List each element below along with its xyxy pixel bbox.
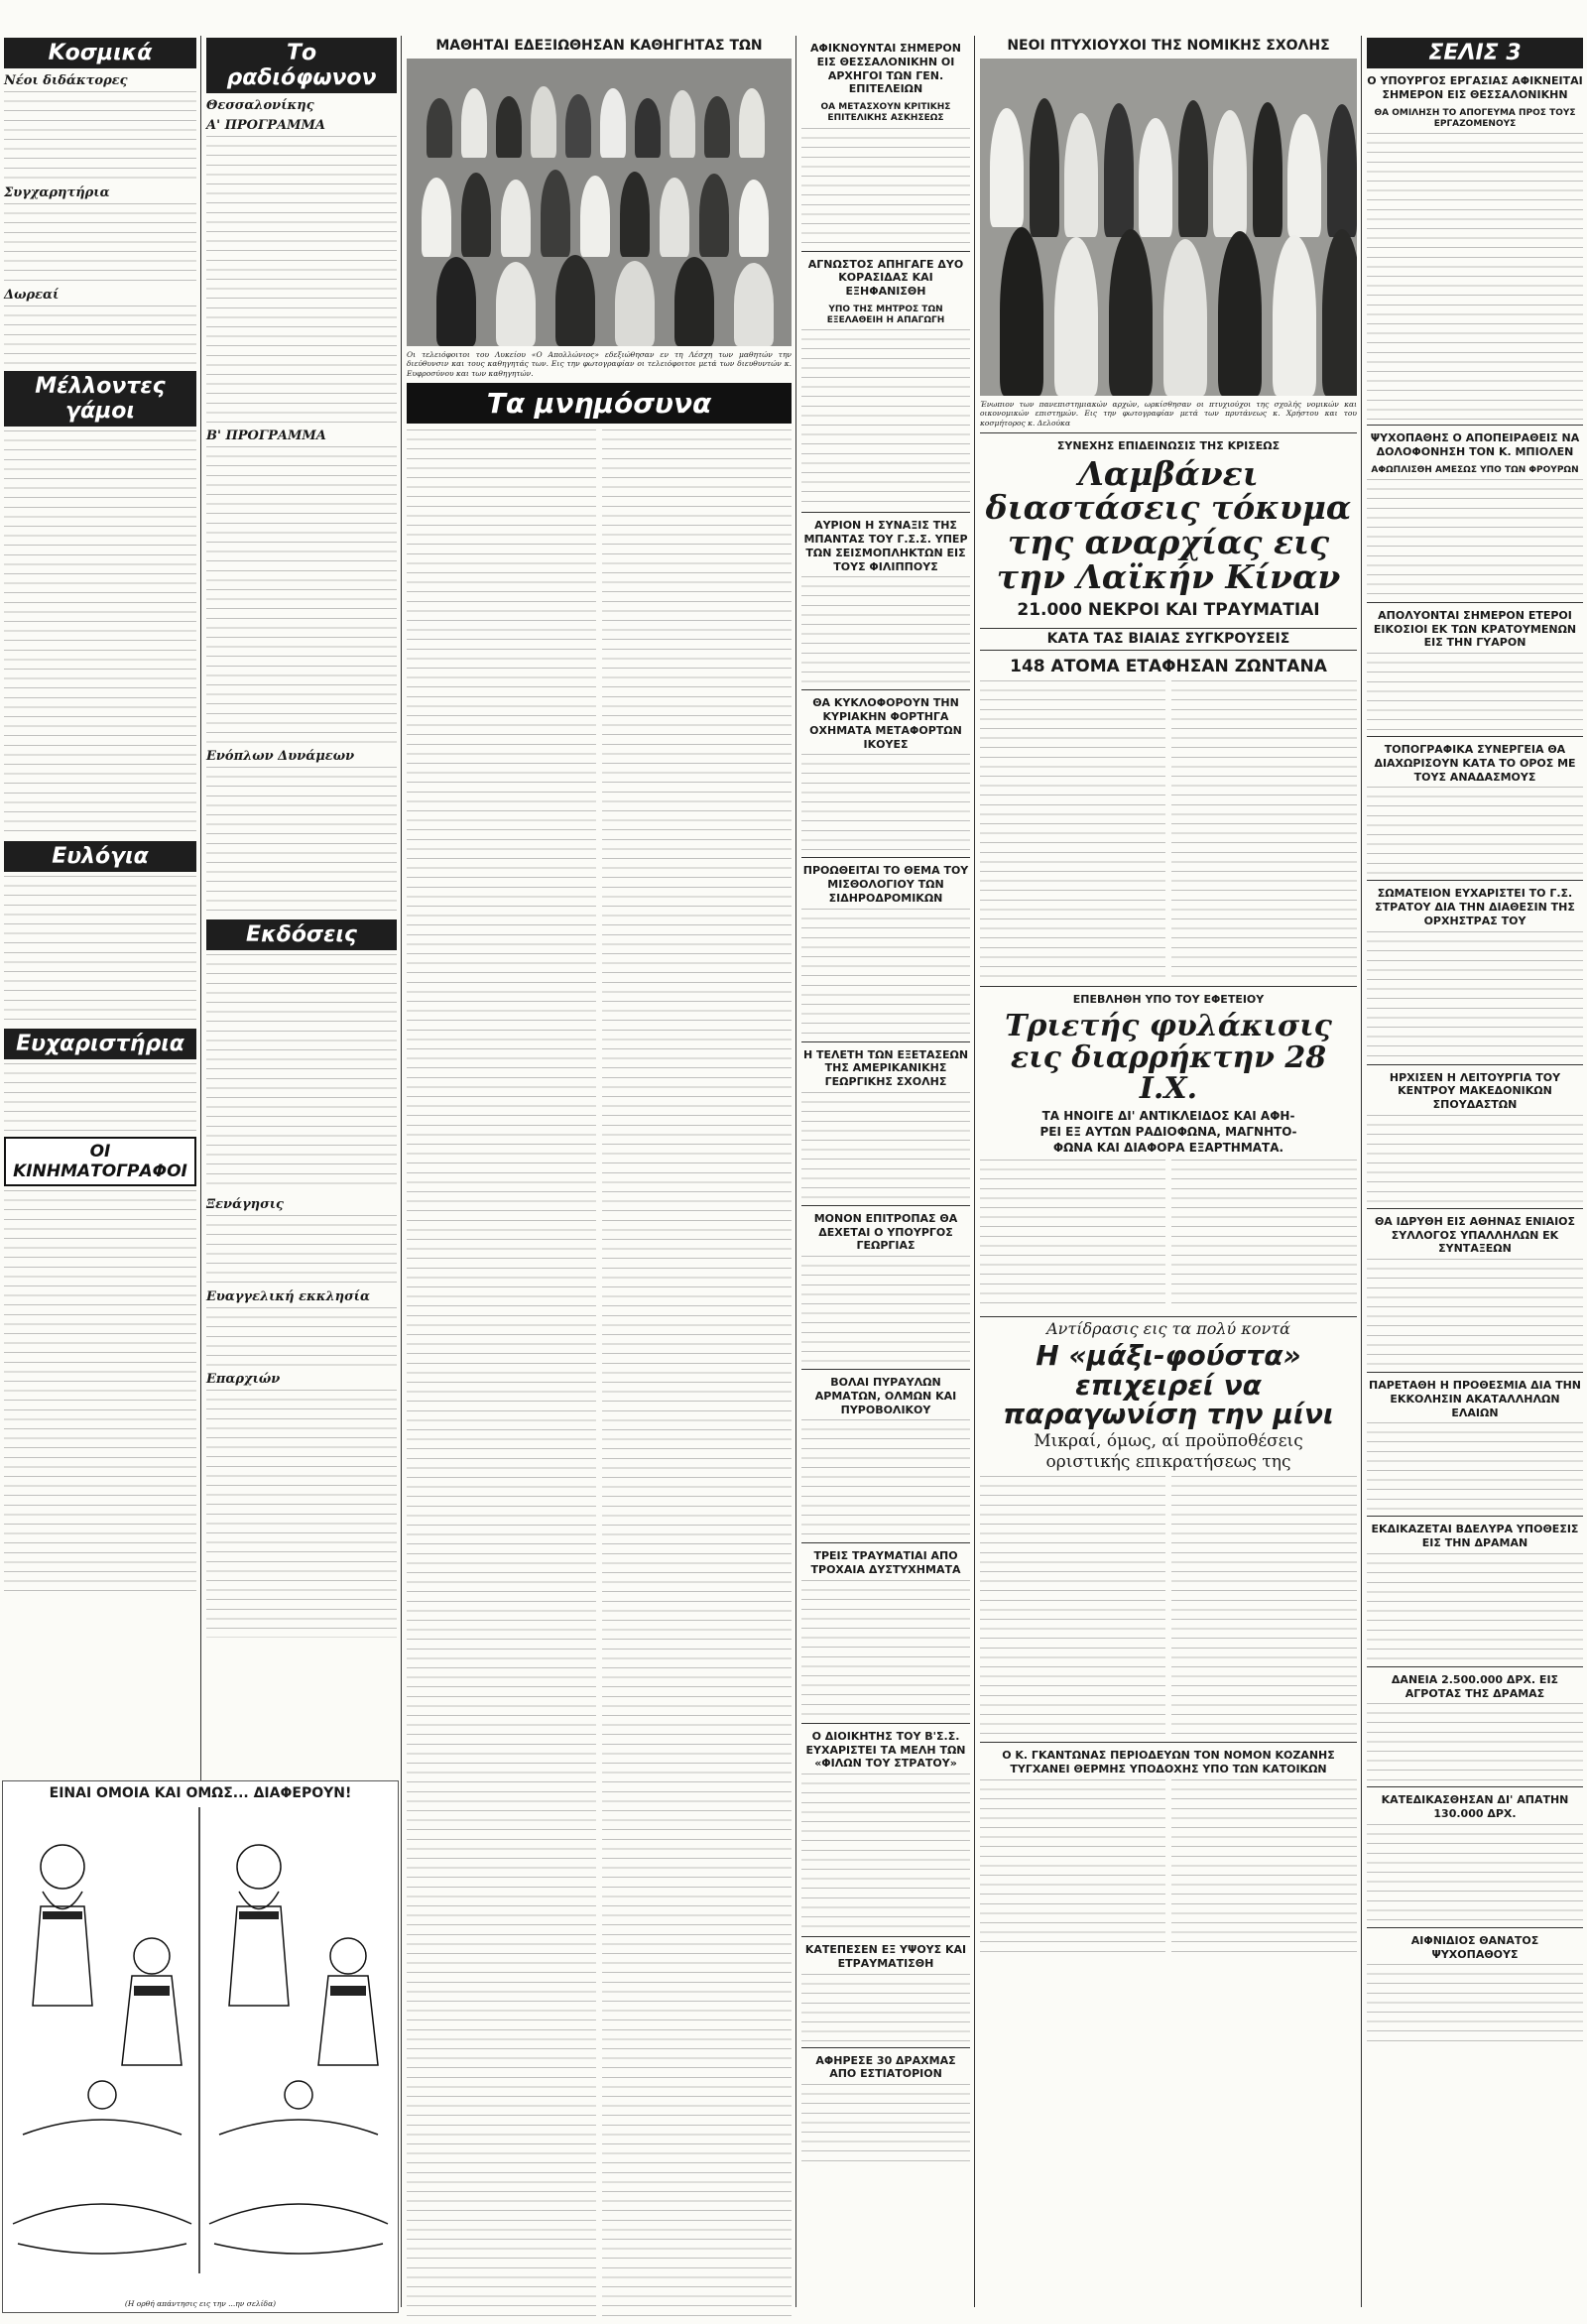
text-block (4, 1190, 196, 1597)
deck-prison-1: ΤΑ ΗΝΟΙΓΕ ΔΙ' ΑΝΤΙΚΛΕΙΔΟΣ ΚΑΙ ΑΦΗ- (1041, 1108, 1295, 1123)
subhead-abduction: ΥΠΟ ΤΗΣ ΜΗΤΡΟΣ ΤΩΝ ΕΞΕΛΑΘΕΙΗ Η ΑΠΑΓΩΓΗ (826, 304, 945, 325)
text-block (801, 1974, 970, 2043)
section-header-weddings: Μέλλοντες γάμοι (4, 371, 196, 427)
deck-prison-2: ΡΕΙ ΕΞ ΑΥΤΩΝ ΡΑΔΙΟΦΩΝΑ, ΜΑΓΝΗΤΟ- (1039, 1124, 1297, 1139)
china-story-body (980, 680, 1357, 982)
text-block (801, 576, 970, 685)
column-radio (202, 36, 401, 1772)
headline-sudden-death: ΑΙΦΝΙΔΙΟΣ ΘΑΝΑΤΟΣ ΨΥΧΟΠΑΘΟΥΣ (1410, 1933, 1539, 1961)
maxi-story-body (980, 1476, 1357, 1738)
subhead-exercise: ΟΑ ΜΕΤΑΣΧΟΥΝ ΚΡΙΤΙΚΗΣ ΕΠΙΤΕΛΙΚΗΣ ΑΣΚΗΣΕΩΣ (820, 102, 951, 124)
text-block (1367, 479, 1583, 598)
text-block (980, 1476, 1165, 1734)
headline-maxi-skirt: Η «μάξι-φούστα» επιχειρεί να παραγωνίση την μίνι (1003, 1339, 1334, 1431)
column-rule (974, 36, 975, 2307)
section-header-cinemas: ΟΙ ΚΙΝΗΜΑΤΟΓΡΑΦΟΙ (4, 1137, 196, 1186)
deck-buried: 148 ΑΤΟΜΑ ΕΤΑΦΗΣΑΝ ΖΩΝΤΑΝΑ (1010, 657, 1327, 677)
subheading-program-a: Α' ΠΡΟΓΡΑΜΜΑ (206, 118, 325, 133)
text-block (206, 136, 397, 424)
kozani-story-body (980, 1779, 1357, 1962)
column-rule (1361, 36, 1362, 2307)
section-header-thanks: Ευχαριστήρια (4, 1029, 196, 1059)
subhead-labour-minister: ΘΑ ΟΜΙΛΗΣΗ ΤΟ ΑΠΟΓΕΥΜΑ ΠΡΟΣ ΤΟΥΣ ΕΡΓΑΖΟΜΕΝΟΥΣ (1374, 107, 1576, 129)
photo-graduates (980, 59, 1357, 396)
text-block (1367, 1964, 1583, 2043)
headline-army-friends: Ο ΔΙΟΙΚΗΤΗΣ ΤΟΥ Β'Σ.Σ. ΕΥΧΑΡΙΣΤΕΙ ΤΑ ΜΕΛΗ ΤΩΝ «ΦΙΛΩΝ ΤΟΥ ΣΤΡΑΤΟΥ» (805, 1729, 966, 1771)
headline-loans: ΔΑΝΕΙΑ 2.500.000 ΔΡΧ. ΕΙΣ ΑΓΡΟΤΑΣ ΤΗΣ ΔΡΑΜΑΣ (1391, 1672, 1559, 1700)
cartoon-panel (2, 1780, 399, 2313)
text-block (4, 876, 196, 1025)
cinema-listings (4, 1190, 196, 1601)
prison-story-body (980, 1160, 1357, 1312)
text-block (1367, 653, 1583, 732)
text-block (206, 954, 397, 1192)
headline-missiles: ΒΟΛΑΙ ΠΥΡΑΥΛΩΝ ΑΡΜΑΤΩΝ, ΟΛΜΩΝ ΚΑΙ ΠΥΡΟΒΟΛΙΚΟΥ (814, 1376, 957, 1416)
text-block (1367, 787, 1583, 876)
cartoon-caption: (Η ορθή απάντησις εις την ...ην σελίδα) (124, 2298, 277, 2308)
text-block (980, 1160, 1165, 1308)
subheading-students: Νέοι διδάκτορες (4, 73, 128, 88)
photo-headline-graduates: ΝΕΟΙ ΠΤΥΧΙΟΥΧΟΙ ΤΗΣ ΝΟΜΙΚΗΣ ΣΧΟΛΗΣ (1007, 38, 1330, 54)
headline-china: Λαμβάνει διαστάσεις τόκυμα της αναρχίας εις την Λαϊκήν Κίναν (985, 453, 1352, 596)
subheading-program-b: Β' ΠΡΟΓΡΑΜΜΑ (206, 428, 326, 443)
text-block (980, 680, 1165, 978)
headline-minister-agriculture: ΜΟΝΟΝ ΕΠΙΤΡΟΠΑΣ ΘΑ ΔΕΧΕΤΑΙ Ο ΥΠΟΥΡΓΟΣ ΓΕΩΡΓΙΑΣ (813, 1211, 958, 1253)
headline-topographic: ΤΟΠΟΓΡΑΦΙΚΑ ΣΥΝΕΡΓΕΙΑ ΘΑ ΔΙΑΧΩΡΙΣΟΥΝ ΚΑΤΑ ΤΟ ΟΡΟΣ ΜΕ ΤΟΥΣ ΑΝΑΔΑΣΜΟΥΣ (1374, 743, 1576, 784)
text-block (1367, 931, 1583, 1060)
text-block (801, 329, 970, 508)
section-header-events: Εκδόσεις (206, 919, 397, 950)
text-block (801, 909, 970, 1038)
column-rule (401, 36, 402, 2307)
section-header-memorial: Ευλόγια (4, 841, 196, 872)
headline-trucks: ΘΑ ΚΥΚΛΟΦΟΡΟΥΝ ΤΗΝ ΚΥΡΙΑΚΗΝ ΦΟΡΤΗΓΑ ΟΧΗΜΑΤΑ ΜΕΤΑΦΟΡΤΩΝ ΙΚΟΥΕΣ (809, 696, 962, 751)
text-block (1171, 1160, 1357, 1308)
text-block (206, 767, 397, 916)
headline-olive-oil: ΠΑΡΕΤΑΘΗ Η ΠΡΟΘΕΣΜΙΑ ΔΙΑ ΤΗΝ ΕΚΚΟΛΗΣΙΝ ΑΚΑΤΑΛΛΗΛΩΝ ΕΛΑΙΩΝ (1369, 1379, 1581, 1419)
headline-american-school: Η ΤΕΛΕΤΗ ΤΩΝ ΕΞΕΤΑΣΕΩΝ ΤΗΣ ΑΜΕΡΙΚΑΝΙΚΗΣ ΓΕΩΡΓΙΚΗΣ ΣΧΟΛΗΣ (802, 1047, 969, 1088)
kicker-appeals: ΕΠΕΒΛΗΘΗ ΥΠΟ ΤΟΥ ΕΦΕΤΕΙΟΥ (1072, 993, 1265, 1007)
headline-abduction: ΑΓΝΩΣΤΟΣ ΑΠΗΓΑΓΕ ΔΥΟ ΚΟΡΑΣΙΔΑΣ ΚΑΙ ΕΞΗΦΑΝΙΣΘΗ (807, 257, 964, 298)
text-block (801, 1774, 970, 1932)
section-header-social: Κοσμικά (4, 38, 196, 68)
subheading-church: Ευαγγελική εκκλησία (206, 1289, 370, 1304)
text-block (407, 429, 596, 2317)
text-block (1367, 1553, 1583, 1662)
subheading-gifts: Δωρεαί (4, 288, 60, 303)
text-block (1367, 1422, 1583, 1512)
headline-biolen: ΨΥΧΟΠΑΘΗΣ Ο ΑΠΟΠΕΙΡΑΘΕΙΣ ΝΑ ΔΟΛΟΦΟΝΗΣΗ ΤΟΝ Κ. ΜΠΙΟΛΕΝ (1370, 431, 1580, 458)
text-block (206, 1390, 397, 1638)
subheading-provinces: Επαρχιών (206, 1372, 281, 1387)
text-block (602, 429, 792, 2317)
text-block (4, 430, 196, 837)
cartoon-title: ΕΙΝΑΙ ΟΜΟΙΑ ΚΑΙ ΟΜΩΣ... ΔΙΑΦΕΡΟΥΝ! (49, 1785, 352, 1801)
kicker-crisis: ΣΥΝΕΧΗΣ ΕΠΙΔΕΙΝΩΣΙΣ ΤΗΣ ΚΡΙΣΕΩΣ (1056, 439, 1281, 452)
deck-dead: 21.000 ΝΕΚΡΟΙ ΚΑΙ ΤΡΑΥΜΑΤΙΑΙ (1017, 600, 1320, 621)
text-block (1367, 1703, 1583, 1782)
photo-caption-students: Οι τελειόφοιτοι του Λυκείου «Ο Απολλώνιος» εδεξιώθησαν εν τη Λέσχη των μαθητών την διεύθυνσιν και τους καθηγητάς των. Εις την φωτογραφίαν οι τελειόφοιτοι μετά των διευθυντών κ. Ευφροσύνου και των καθηγητών. (407, 349, 792, 378)
headline-prison: Τριετής φυλάκισις εις διαρρήκτην 28 Ι.Χ. (1005, 1009, 1332, 1107)
headline-pensioners: ΘΑ ΙΔΡΥΘΗ ΕΙΣ ΑΘΗΝΑΣ ΕΝΙΑΙΟΣ ΣΥΛΛΟΓΟΣ ΥΠΑΛΛΗΛΩΝ ΕΚ ΣΥΝΤΑΞΕΩΝ (1374, 1214, 1576, 1256)
column-news (797, 36, 974, 2317)
text-block (1171, 680, 1357, 978)
subhead-biolen: ΑΦΩΠΛΙΣΘΗ ΑΜΕΣΩΣ ΥΠΟ ΤΩΝ ΦΡΟΥΡΩΝ (1371, 464, 1579, 475)
text-block (1171, 1779, 1357, 1958)
headline-kozani: Ο Κ. ΓΚΑΝΤΩΝΑΣ ΠΕΡΙΟΔΕΥΩΝ ΤΟΝ ΝΟΜΟΝ ΚΟΖΑΝΗΣ ΤΥΓΧΑΝΕΙ ΘΕΡΜΗΣ ΥΠΟΔΟΧΗΣ ΥΠΟ ΤΩΝ ΚΑΤΟΙΚΩΝ (1002, 1749, 1335, 1775)
text-block (206, 1307, 397, 1367)
subheading-city: Θεσσαλονίκης (206, 98, 314, 113)
headline-drama-case: ΕΚΔΙΚΑΖΕΤΑΙ ΒΔΕΛΥΡΑ ΥΠΟΘΕΣΙΣ ΕΙΣ ΤΗΝ ΔΡΑΜΑΝ (1371, 1523, 1579, 1549)
headline-orchestra: ΣΩΜΑΤΕΙΟΝ ΕΥΧΑΡΙΣΤΕΙ ΤΟ Γ.Σ. ΣΤΡΑΤΟΥ ΔΙΑ ΤΗΝ ΔΙΑΘΕΣΙΝ ΤΗΣ ΟΡΧΗΣΤΡΑΣ ΤΟΥ (1375, 887, 1575, 927)
deck-prison-3: ΦΩΝΑ ΚΑΙ ΔΙΑΦΟΡΑ ΕΞΑΡΤΗΜΑΤΑ. (1052, 1140, 1284, 1155)
photo-students (407, 59, 792, 346)
cartoon-drawing (3, 1807, 396, 2293)
text-block (1367, 133, 1583, 421)
text-block (206, 1215, 397, 1284)
section-header-memorials: Τα μνημόσυνα (407, 383, 792, 424)
text-block (1367, 1259, 1583, 1368)
text-block (4, 203, 196, 283)
deck-maxi-2: οριστικής επικρατήσεως της (1045, 1452, 1291, 1473)
headline-accidents: ΤΡΕΙΣ ΤΡΑΥΜΑΤΙΑΙ ΑΠΟ ΤΡΟΧΑΙΑ ΔΥΣΤΥΧΗΜΑΤΑ (810, 1549, 961, 1576)
text-block (801, 1419, 970, 1538)
headline-band: ΑΥΡΙΟΝ Η ΣΥΝΑΞΙΣ ΤΗΣ ΜΠΑΝΤΑΣ ΤΟΥ Γ.Σ.Σ. ΥΠΕΡ ΤΩΝ ΣΕΙΣΜΟΠΛΗΚΤΩΝ ΕΙΣ ΤΟΥΣ ΦΙΛΙΠΠΟΥΣ (803, 519, 968, 573)
text-block (4, 1063, 196, 1133)
subheading-foreign: Ξενάγησις (206, 1197, 284, 1212)
subheading-congrats: Συγχαρητήρια (4, 185, 110, 200)
kicker-short-skirts: Αντίδρασις εις τα πολύ κοντά (1046, 1318, 1290, 1338)
column-memorials (403, 36, 795, 2317)
memorials-listings (407, 429, 792, 2317)
column-rule (795, 36, 796, 2307)
section-header-page3: ΣΕΛΙΣ 3 (1367, 38, 1583, 68)
text-block (1367, 1115, 1583, 1204)
headline-students-centre: ΗΡΧΙΣΕΝ Η ΛΕΙΤΟΥΡΓΙΑ ΤΟΥ ΚΕΝΤΡΟΥ ΜΑΚΕΔΟΝΙΚΩΝ ΣΠΟΥΔΑΣΤΩΝ (1389, 1070, 1561, 1111)
text-block (801, 2084, 970, 2163)
section-header-radio: Το ραδιόφωνον (206, 38, 397, 93)
deck-clashes: ΚΑΤΑ ΤΑΣ ΒΙΑΙΑΣ ΣΥΓΚΡΟΥΣΕΙΣ (980, 628, 1357, 652)
text-block (801, 1580, 970, 1719)
photo-headline-students: ΜΑΘΗΤΑΙ ΕΔΕΞΙΩΘΗΣΑΝ ΚΑΘΗΓΗΤΑΣ ΤΩΝ (435, 38, 763, 54)
text-block (980, 1779, 1165, 1958)
text-block (4, 91, 196, 181)
headline-restaurant: ΑΦΗΡΕΣΕ 30 ΔΡΑΧΜΑΣ ΑΠΟ ΕΣΤΙΑΤΟΡΙΟΝ (815, 2053, 956, 2081)
text-block (206, 446, 397, 744)
deck-maxi-1: Μικραί, όμως, αί πρoϋπoθέσεις (1034, 1430, 1303, 1451)
headline-railway: ΠΡΟΩΘΕΙΤΑΙ ΤΟ ΘΕΜΑ ΤΟΥ ΜΙΣΘΟΛΟΓΙΟΥ ΤΩΝ ΣΙΔΗΡΟΔΡΟΜΙΚΩΝ (802, 864, 969, 905)
headline-gyaros: ΑΠΟΛΥΟΝΤΑΙ ΣΗΜΕΡΟΝ ΕΤΕΡΟΙ ΕΙΚΟΣΙΟΙ ΕΚ ΤΩΝ ΚΡΑΤΟΥΜΕΝΩΝ ΕΙΣ ΤΗΝ ΓΥΑΡΟΝ (1373, 608, 1577, 650)
text-block (1171, 1476, 1357, 1734)
text-block (801, 1256, 970, 1365)
text-block (4, 306, 196, 367)
headline-labour-minister: Ο ΥΠΟΥΡΓΟΣ ΕΡΓΑΣΙΑΣ ΑΦΙΚΝΕΙΤΑΙ ΣΗΜΕΡΟΝ ΕΙΣ ΘΕΣΣΑΛΟΝΙΚΗΝ (1367, 74, 1583, 101)
subheading-forces: Ενόπλων Δυνάμεων (206, 749, 355, 764)
headline-chiefs: ΑΦΙΚΝΟΥΝΤΑΙ ΣΗΜΕΡΟΝ ΕΙΣ ΘΕΣΣΑΛΟΝΙΚΗΝ ΟΙ ΑΡΧΗΓΟΙ ΤΩΝ ΓΕΝ. ΕΠΙΤΕΛΕΙΩΝ (810, 42, 961, 96)
text-block (801, 1092, 970, 1201)
text-block (1367, 1824, 1583, 1923)
headline-fall: ΚΑΤΕΠΕΣΕΝ ΕΞ ΥΨΟΥΣ ΚΑΙ ΕΤΡΑΥΜΑΤΙΣΘΗ (804, 1943, 967, 1970)
headline-fraud: ΚΑΤΕΔΙΚΑΣΘΗΣΑΝ ΔΙ' ΑΠΑΤΗΝ 130.000 ΔΡΧ. (1381, 1793, 1569, 1820)
text-block (801, 754, 970, 853)
text-block (801, 128, 970, 247)
column-main-story (976, 36, 1361, 2317)
photo-caption-graduates: Ένωπιον των πανεπιστημιακών αρχών, ωρκίσθησαν οι πτυχιούχοι της σχολής νομικών και οικονομικών επιστημών. Εις την φωτογραφίαν μετά των πρυτάνεως κ. Χρήστου και του κοσμήτορος κ. Δελούκα (980, 399, 1357, 428)
column-brief (1363, 36, 1587, 2317)
